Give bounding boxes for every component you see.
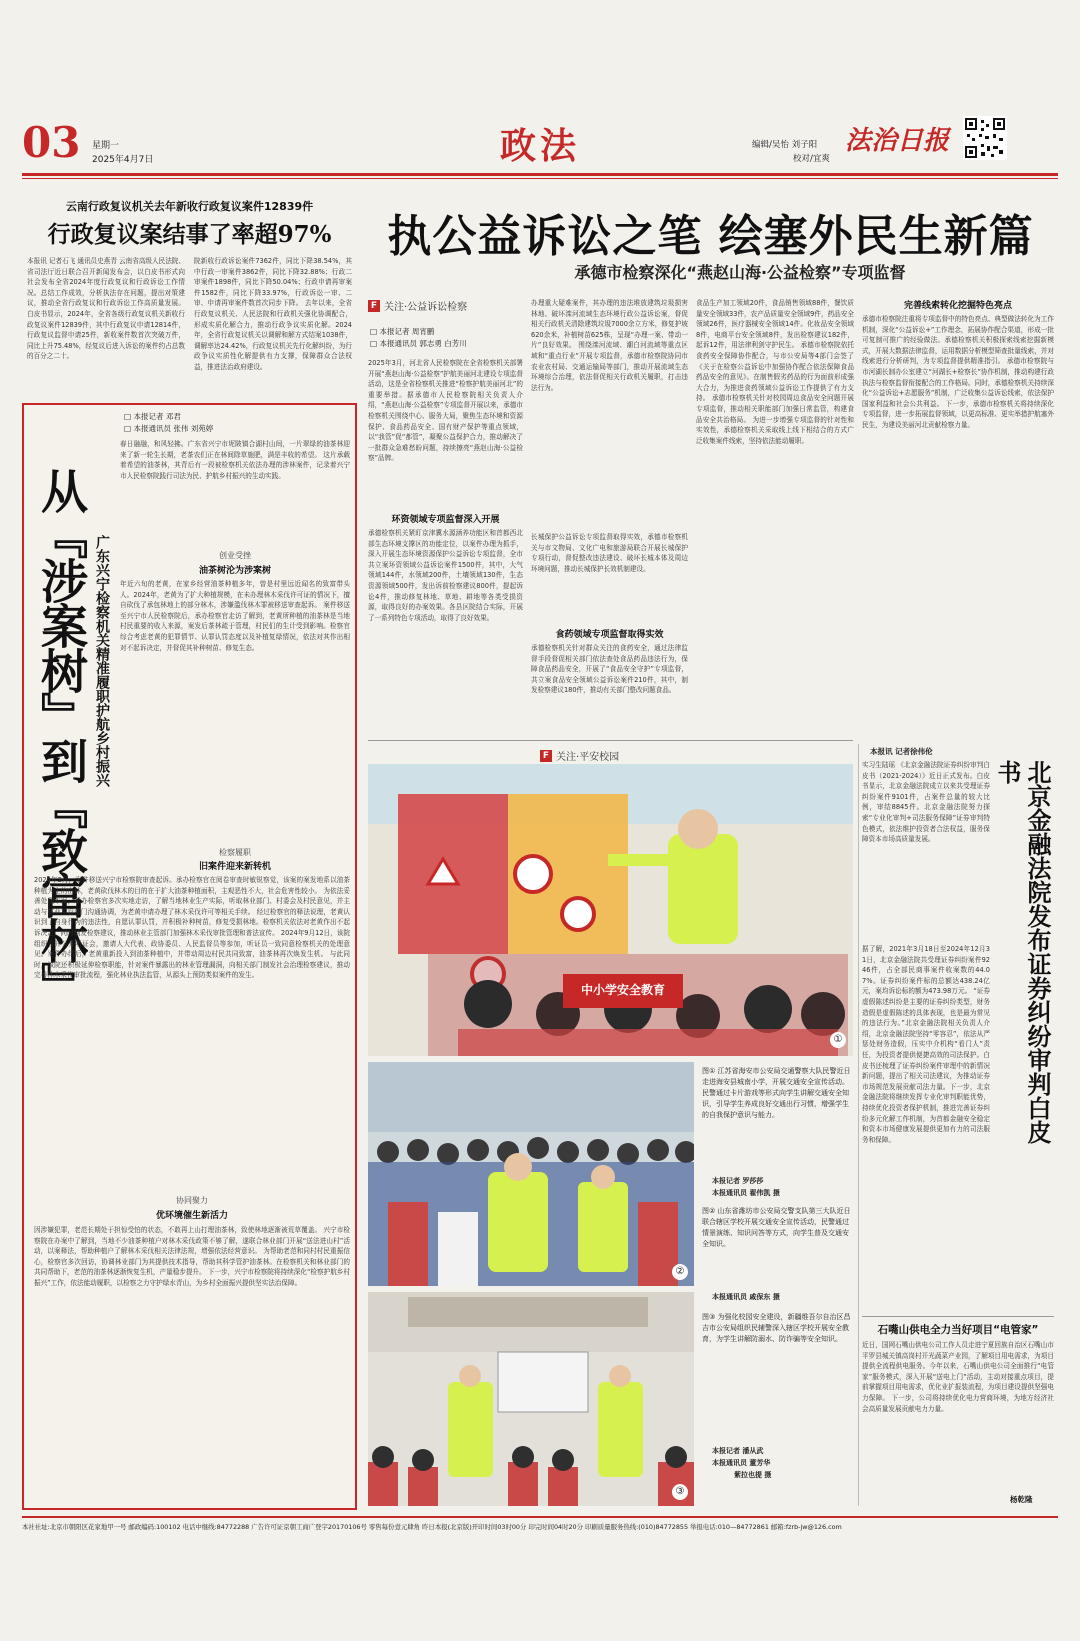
- feature-sub2-title: 旧案件迎来新转机: [198, 862, 271, 872]
- feature-sub2-kicker: 检察履职: [219, 848, 251, 857]
- main-col2c-body: 承德检察机关针对群众关注的食药安全，通过法律监督手段督促相关部门依法查处食品药品违法行为，保障食品药品安全，开展了“食品安全守护”专项监督，共立案食品安全领域公益诉讼案件210件，其中，制发检察建议180件，推动有关部门整改问题食品。: [531, 644, 688, 695]
- feature-sub1-body: 年近六旬的老黄，在家乡经营油茶种植多年，曾是村里远近闻名的致富带头人。2024年，老黄为了扩大种植规模，在未办理林木采伐许可证的情况下，擅自砍伐了承包林地上的部分林木，涉嫌滥伐林木罪被移送审查起诉。 案件移送至兴宁市人民检察院后，承办检察官走访了解到，老黄所种植的油茶林是当地村民重要的收入来源，案发后茶林疏于管理，村民们的生计受到影响。检察官综合考虑老黄的犯罪情节、认罪认罚态度以及补植复绿情况，依法对其作出相对不起诉决定，并督促其补种树苗、修复生态。: [120, 580, 350, 652]
- feature-intro: 春日融融，和风轻拂。广东省兴宁市坭陂镇合湖村山间，一片翠绿的油茶林迎来了新一轮生长期，老茶农们正在林间除草施肥，满是丰收的希望。 这片承载着希望的油茶林，其背后有一段被检察机关依法办理的涉林案件，记录着兴宁市人民检察院践行司法为民、护航乡村振兴的生动实践。: [120, 440, 350, 480]
- feature-sub1-title: 油茶树沦为涉案树: [198, 566, 271, 576]
- feature-xingning-box: [22, 403, 357, 1510]
- main-col1b-body: 承德检察机关紧盯京津冀水源涵养功能区和首都西北部生态环境支撑区的功能定位，以案件办理为抓手，深入开展生态环境资源保护公益诉讼专项监督，全市共立案环资领域公益诉讼案件1500件，其中，大气领域144件，水领域200件，土壤领域130件，生态资源领域500件，发出诉前检察建议800件，提起诉讼4件，推动修复林地、草地、耕地等各类受损资源，取得良好的办案效果。各县区院结合实际，开展了一系列特色专项活动，取得了良好效果。: [368, 529, 523, 622]
- footer-rule: [22, 1516, 1058, 1518]
- beijing-body-b: 据了解，2021年3月18日至2024年12月31日，北京金融法院共受理证券纠纷案件9246件，占全部民商事案件收案数的44.07%。证券纠纷案件标的总额达438.24亿元，案均诉讼标的额为473.98万元。 “证券虚假陈述纠纷是主要的证券纠纷类型，财务造假是虚假陈述的具体表现，也是最为常见的违法行为。”北京金融法院相关负责人介绍，北京金融法院坚持“零容忍”，依法从严惩处财务造假，压实中介机构“看门人”责任，为投资者提供便捷高效的司法保护。白皮书还梳理了证券纠纷案件审理中的新情况新问题，提出了相关司法建议，为推动证券市场规范发展贡献司法力量。下一步，北京金融法院将继续发挥专业化审判职能优势，持续优化投资者保护机制，推进完善证券纠纷多元化解工作机制，为首都金融安全稳定和资本市场健康发展提供更加有力的司法服务和保障。: [862, 945, 990, 1144]
- photo-number-1: ①: [830, 1032, 846, 1048]
- campus-banner-text: 中小学安全教育: [580, 983, 665, 997]
- main-col4-body: 承德市检察院注重将专项监督中的特色亮点、典型做法转化为工作机制，深化“公益诉讼+”工作理念，拓展协作配合渠道，形成一批可复制可推广的经验做法。承德检察机关积极探索线索挖掘新模式，开展大数据法律监督，运用数据分析模型筛查批量线索，并对线索进行分析研判，为专项监督提供精准指引。 承德市检察院与市河湖长制办公室建立“河湖长+检察长”协作机制，推动构建行政执法与检察监督衔接配合的工作格局。同时，承德检察机关持续深化“公益诉讼+志愿服务”机制，广泛收集公益诉讼线索，依法保护国家利益和社会公共利益。 下一步，承德市检察机关将持续深化专项监督，进一步拓展监督领域，以更高标准、更实举措护航塞外民生，为建设美丽河北贡献检察力量。: [862, 315, 1054, 429]
- feature-sub1-kicker: 创业受挫: [219, 551, 251, 560]
- main-subtitle: 承德市检察深化“燕赵山海·公益检察”专项监督: [574, 263, 906, 282]
- section-title: 政法: [499, 125, 580, 167]
- feature-sub3-kicker: 协同聚力: [176, 1196, 208, 1205]
- beijing-body-a: 实习生陆瑶 《北京金融法院证券纠纷审判白皮书（2021-2024）》近日正式发布。白皮书显示，北京金融法院成立以来共受理证券纠纷案件9101件，占案件总量的较大比例，审结8845件。北京金融法院努力探索“专业化审判+司法服务保障”证券审判特色模式，依法维护投资者合法权益，服务保障资本市场高质量发展。: [862, 761, 990, 844]
- section-flag-icon: F: [540, 750, 552, 762]
- photo-number-2: ②: [672, 1264, 688, 1280]
- article-yunnan: [22, 186, 357, 396]
- section-flag-icon: F: [368, 300, 380, 312]
- main-col2b-body: 长城保护公益诉讼专项监督取得实效，承德市检察机关与市文物局、文化广电和旅游局联合开展长城保护专项行动，督促整改违法建设、破坏长城本体及周边环境问题，推动长城保护长效机制建设。: [531, 533, 688, 573]
- feature-correspondents: □ 本报通讯员 张伟 刘苑婷: [124, 424, 214, 433]
- main-col1-body: 2025年3月，河北省人民检察院在全省检察机关部署开展“燕赵山海·公益检察”护航美丽河北建设专项监督活动，这是全省检察机关推进“检察护航美丽河北”的重要举措。据承德市人民检察院相关负责人介绍，“燕赵山海·公益检察”专项监督开展以来，承德市检察机关围绕中心、服务大局，聚焦生态环境和资源保护、食品药品安全、国有财产保护等重点领域，以“我管”促“都管”，凝聚公益保护合力，推动解决了一批群众急难愁盼问题，持续擦亮“燕赵山海·公益检察”品牌。: [368, 359, 523, 463]
- public-interest-section-tag: F 关注·公益诉讼检察: [368, 298, 467, 313]
- proofreader-line: 校对/宜爽: [793, 154, 830, 164]
- fig3-caption: 图③ 为强化校园安全建设，新疆维吾尔自治区昌吉市公安局组织民辅警深入辖区学校开展安全教育，为学生讲解防溺水、防诈骗等安全知识。: [702, 1313, 851, 1343]
- main-correspondents: □ 本报通讯员 郭志勇 白芳川: [370, 339, 467, 348]
- photo-number-3: ③: [672, 1484, 688, 1500]
- students-classroom-image: [368, 1062, 694, 1286]
- weekday: 星期一: [92, 141, 120, 151]
- campus-photo-3: [368, 1292, 694, 1506]
- feature-vertical-subtitle: 广东兴宁检察机关精准履职护航乡村振兴: [94, 535, 110, 787]
- footer-info: 本社社址:北京市朝阳区花家地甲一号 邮政编码:100102 电话中继线:84772288 广告许可证京朝工商广登字20170106号 零售每份壹元肆角 昨日本报(北京版)开印时间03时00分 印完时间04时20分 印刷质量服务热线:(010)84772855 举报电话:010—84772861 邮箱:fzrb-jw@126.com: [22, 1523, 842, 1531]
- page-number: 03: [22, 118, 81, 167]
- article-body-col1: 本报讯 记者石飞 通讯员史燕青 云南省高级人民法院、省司法厅近日联合召开新闻发布会，以白皮书形式向社会发布全省2024年度行政复议和行政诉讼工作情况。总结工作成效，分析执法存在问题，提出对策建议，推动全省行政复议和行政诉讼工作高质量发展。 白皮书显示，2024年，全省各级行政复议机关新收行政复议案件12839件，其中行政复议申请12814件，行政复议监督申请25件，新收案件数首次突破万件，同比上升75.48%，经复议后进入诉讼的案件约占总数的百分之二十。: [27, 257, 185, 361]
- campus-section-tag: F 关注·平安校园: [540, 748, 619, 763]
- feature-sub2-body: 2024年2月，案件移送兴宁市检察院审查起诉。承办检察官在阅卷审查时敏锐察觉，该案的案发地系以油茶种植为主的山林，老黄砍伐林木的目的在于扩大油茶种植面积，主观恶性不大，社会危害性较小。 为依法妥善处理本案，承办检察官多次实地走访，了解当地林业生产实际，听取林业部门、村委会及村民意见，并主动与林业主管部门沟通协调，为老黄申请办理了林木采伐许可等相关手续。 经过检察官的释法说理，老黄认识到了自身行为的违法性，自愿认罪认罚，并积极补种树苗，修复受损林地。检察机关依法对老黄作出不起诉决定，同时制发检察建议，推动林业主管部门加强林木采伐审批管理和普法宣传。 2024年9月12日，该院组织召开公开听证会，邀请人大代表、政协委员、人民监督员等参加，听证员一致同意检察机关的处理意见。案件办结后，老黄重新投入到油茶种植中，并带动周边村民共同致富，油茶林再次焕发生机。 与此同时，该院还积极延伸检察职能，针对案件暴露出的林业管理漏洞，向相关部门制发社会治理检察建议，推动完善林木采伐审批流程，强化林业执法监管，从源头上预防类似案件的发生。: [34, 876, 350, 980]
- fig2-correspondent: 本报通讯员 戚保东 摄: [712, 1293, 780, 1301]
- campus-photo-2: [368, 1062, 694, 1286]
- main-headline: 执公益诉讼之笔 绘塞外民生新篇: [387, 211, 1034, 262]
- fig1-reporter: 本报记者 罗莎莎: [712, 1177, 764, 1185]
- paper-name: 法治日报: [845, 126, 950, 156]
- article-kicker: 云南行政复议机关去年新收行政复议案件12839件: [65, 200, 314, 213]
- feature-reporter: □ 本报记者 邓君: [124, 412, 181, 421]
- article-headline: 行政复议案结事了率超97%: [47, 221, 332, 248]
- feature-sub3-body: 因涉嫌犯罪，老范长期处于担惊受怕的状态，不敢再上山打理油茶林，致使林地逐渐被荒草覆盖。 兴宁市检察院在办案中了解到，当地不少油茶种植户对林木采伐政策不够了解，遂联合林业部门开展“送法进山村”活动，以案释法，帮助种植户了解林木采伐相关法律法规，增强依法经营意识。 为帮助老范和同村村民重振信心，检察官多次回访，协调林业部门为其提供技术指导，帮助其科学管护油茶林。在检察机关和林业部门的共同帮助下，老范的油茶林逐渐恢复生机，产量稳步提升。 下一步，兴宁市检察院将持续深化“检察护航乡村振兴”工作，依法能动履职，以检察之力守护绿水青山，为乡村全面振兴提供坚实法治保障。: [34, 1226, 350, 1287]
- fig3-correspondent-1: 本报通讯员 董芳华: [712, 1459, 771, 1467]
- main-col2a-body: 办理重大疑难案件，其办理的违法堆放建筑垃圾损害林地、破坏滦河流域生态环境行政公益诉讼案，督促相关行政机关清除建筑垃圾7000余立方米，修复护坡620余米，补植树苗625株，呈现“办理一案、带动一片”良好效果。 围绕滦河流域、潮白河流域等重点区域和“重点行业”开展专项监督，承德市检察院协同市农业农村局、交通运输局等部门，推动开展流域生态环境综合治理，依法督促相关行政机关履职，打击违法行为。: [531, 299, 688, 392]
- main-reporter: □ 本报记者 周宵鹏: [370, 327, 435, 336]
- issue-date: 2025年4月7日: [92, 155, 154, 165]
- article-body-col2: 院新收行政诉讼案件7362件，同比下降38.54%，其中行政一审案件3862件，同比下降32.88%；行政二审案件1898件，同比下降50.04%；行政申请再审案件1582件，同比下降33.97%，行政诉讼一审、二审、申请再审案件数首次同步下降。 去年以来，全省行政复议机关、人民法院和行政机关强化协调配合，形成实质化解合力，推动行政争议实质化解。2024年，全省行政复议机关以调解和解方式结案1038件，调解率达24.42%，行政复议机关先行化解纠纷，为行政争议实质性化解提供有力支撑，保障群众合法权益，推进法治政府建设。: [194, 257, 352, 371]
- beijing-vertical-title: 北京金融法院发布证券纠纷审判白皮书: [993, 760, 1052, 1144]
- editors-line: 编辑/吴怡 刘子阳: [752, 140, 818, 150]
- beijing-reporter: 本报讯 记者徐伟伦: [870, 747, 933, 756]
- beijing-body-c: [996, 1160, 1052, 1312]
- masthead-rule: [22, 173, 1058, 176]
- main-sub1-title: 环资领域专项监督深入开展: [391, 515, 500, 525]
- traffic-police-teaching-image: [368, 764, 853, 1056]
- main-col4-title: 完善线索转化挖掘特色亮点: [903, 301, 1012, 311]
- campus-photo-1: [368, 764, 853, 1056]
- police-outdoor-education-image: [368, 1292, 694, 1506]
- masthead: [0, 0, 1080, 180]
- shishan-author: 杨乾隆: [1010, 1495, 1033, 1504]
- fig1-correspondent: 本报通讯员 翟伟凯 摄: [712, 1189, 780, 1197]
- feature-vertical-title: 从『涉案树』到『致富林』: [33, 467, 88, 1007]
- fig1-caption: 图① 江苏省海安市公安局交通警察大队民警近日走进海安县城南小学，开展交通安全宣传活动。民警通过卡片游戏等形式向学生讲解交通安全知识，引导学生养成良好交通出行习惯，增强学生的自我保护意识与能力。: [702, 1067, 851, 1119]
- qr-code-icon: [963, 116, 1007, 160]
- fig3-correspondent-2: 紫拉也提 摄: [734, 1471, 772, 1479]
- main-col3-body: 食品生产加工领域20件，食品销售领域88件，餐饮质量安全领域33件，农产品质量安全领域9件，药品安全领域26件，医疗器械安全领域14件。化妆品安全领域8件，电商平台安全领域8件，发出检察建议182件，起诉12件，用法律利剑守护民生。 承德市检察院依托食药安全保障协作配合，与市公安局等4部门会签了《关于在检察公益诉讼中加强协作配合依法保障食品药品安全的意见》。在制售假劣药品的行为面前形成强大合力，为推进食药领域公益诉讼工作提供了有力支持。 承德市检察机关针对校园周边食品安全问题开展专项监督，推动相关职能部门加强日常监管，构建食品安全共治格局。 为进一步增强专项监督的针对性和实效性，承德检察机关采取线上线下相结合的方式广泛收集案件线索，坚持依法能动履职。: [696, 299, 854, 445]
- feature-sub3-title: 优环境催生新活力: [155, 1211, 228, 1221]
- shishan-headline: 石嘴山供电全力当好项目“电管家”: [877, 1324, 1039, 1336]
- main-sub2-title: 食药领域专项监督取得实效: [555, 630, 664, 640]
- fig2-caption: 图② 山东省潍坊市公安局交警支队第三大队近日联合辖区学校开展交通安全宣传活动，民警通过情景演练、知识问答等方式，向学生普及交通安全知识。: [702, 1207, 851, 1248]
- fig3-reporter: 本报记者 潘从武: [712, 1447, 764, 1455]
- shishan-body: 近日，国网石嘴山供电公司工作人员走进宁夏回族自治区石嘴山市平罗县城关镇高岗村开光蔬菜产业园，了解项目用电需求，为项目提供全流程供电服务。今年以来，石嘴山供电公司全面推行“电管家”服务模式，深入开展“送电上门”活动，主动对接重点项目，提前掌握项目用电需求，优化业扩报装流程，为项目建设提供坚强电力保障。 下一步，公司将持续优化电力营商环境，为地方经济社会高质量发展贡献电力力量。: [862, 1341, 1054, 1413]
